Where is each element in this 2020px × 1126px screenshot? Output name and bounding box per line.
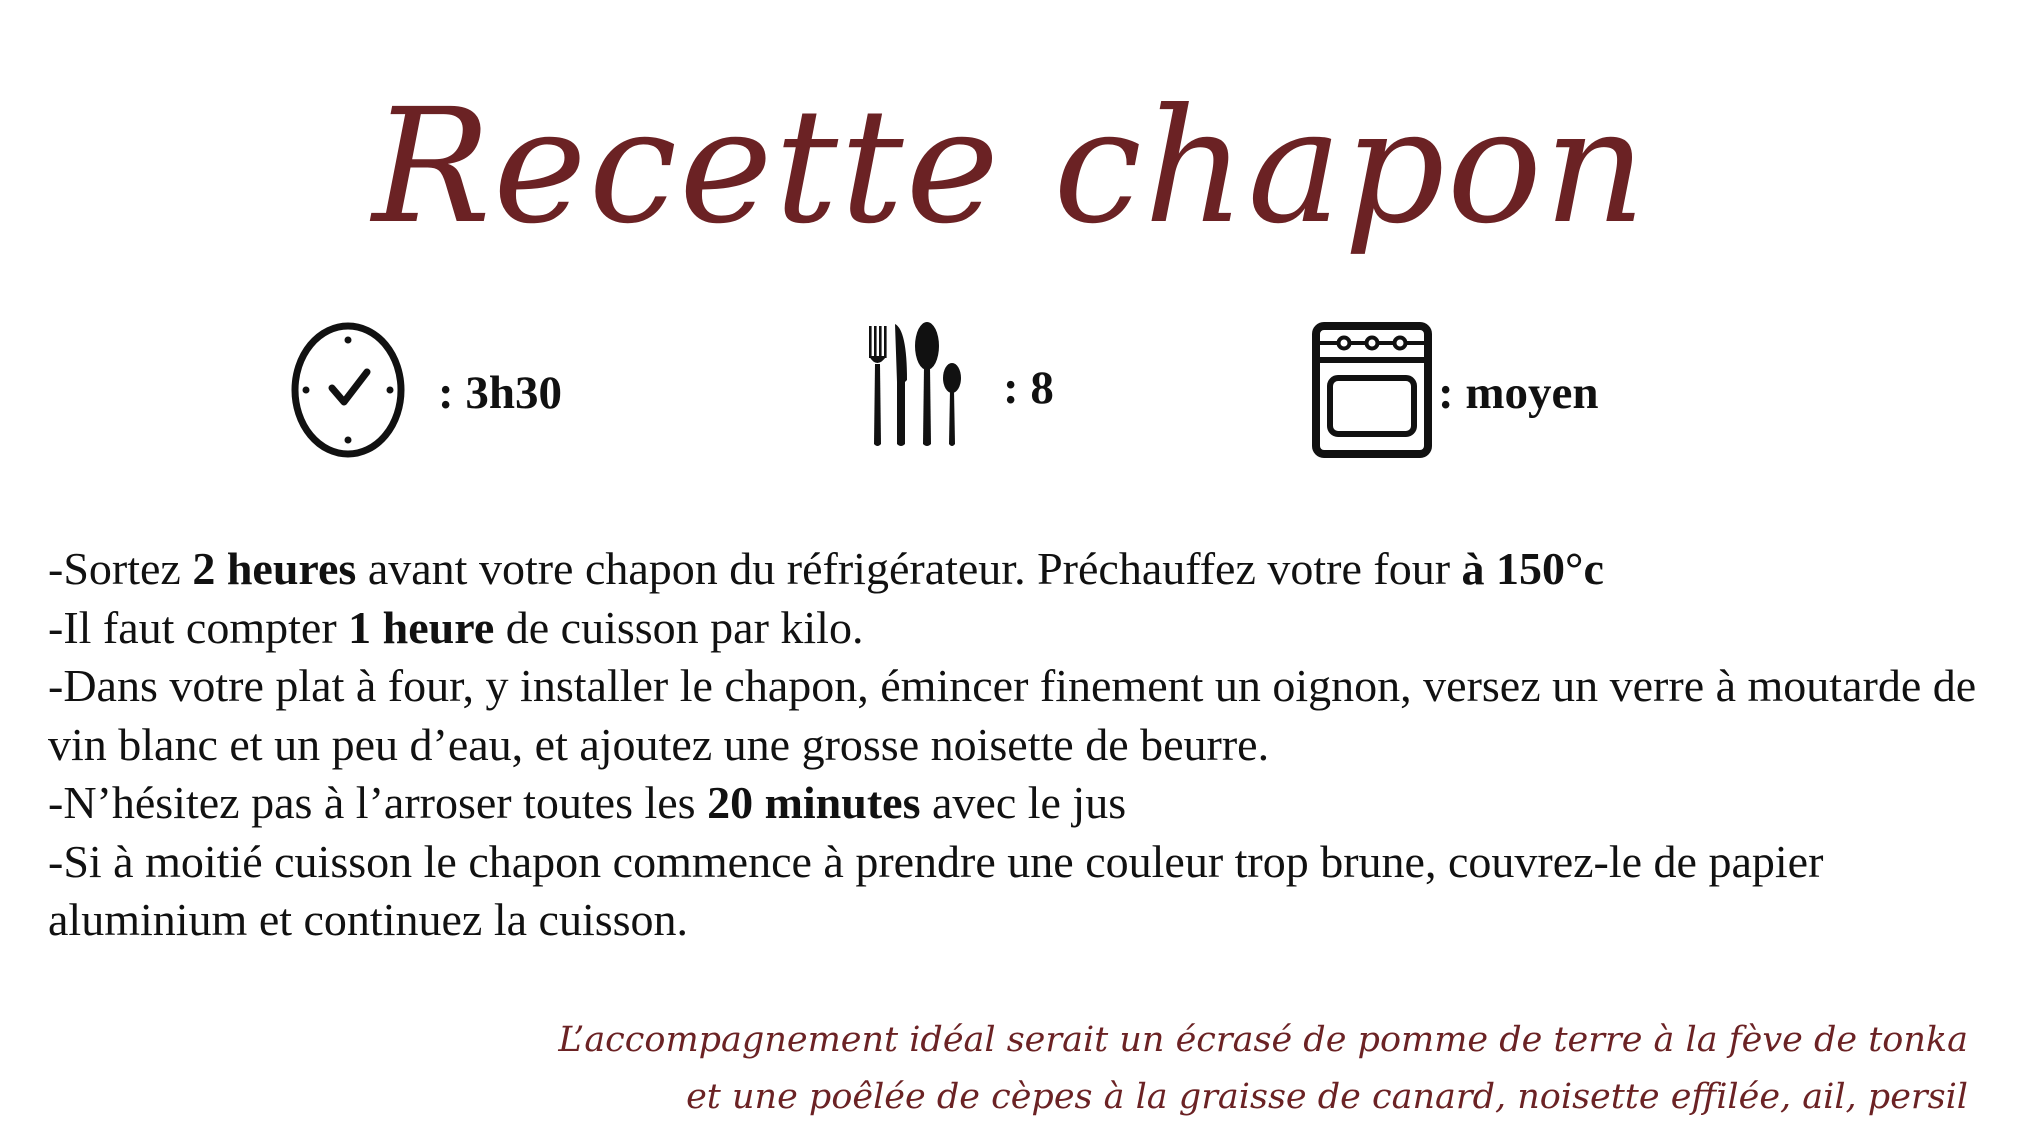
cutlery-icon [865,320,965,455]
servings-value: : 8 [1003,361,1054,414]
step-4: -N’hésitez pas à l’arroser toutes les 20 minutes avec le jus [48,777,1127,828]
difficulty-value: : moyen [1438,366,1599,419]
suggestion-line-2: et une poêlée de cèpes à la graisse de canard, noisette effilée, ail, persil [686,1077,1968,1117]
serving-suggestion [268,1012,1968,1126]
recipe-steps [48,540,1978,950]
step-1: -Sortez 2 heures avant votre chapon du réfrigérateur. Préchauffez votre four à 150°c [48,543,1604,594]
clock-icon [290,320,410,465]
step-5: -Si à moitié cuisson le chapon commence à prendre une couleur trop brune, couvrez-le de papier aluminium et continuez la cuisson. [48,835,1824,945]
prep-time [290,320,562,465]
suggestion-line-1: L’accompagnement idéal serait un écrasé de pomme de terre à la fève de tonka [558,1020,1968,1060]
step-3: -Dans votre plat à four, y installer le chapon, émincer finement un oignon, versez un verre à moutarde de vin blanc et un peu d’eau, et ajoutez une grosse noisette de beurre. [48,660,1977,770]
oven-icon [1310,320,1434,465]
prep-time-value: : 3h30 [438,366,563,419]
servings [865,320,1054,455]
step-2: -Il faut compter 1 heure de cuisson par kilo. [48,601,864,653]
page-title: Recette chapon [372,75,1648,259]
difficulty [1310,320,1599,465]
